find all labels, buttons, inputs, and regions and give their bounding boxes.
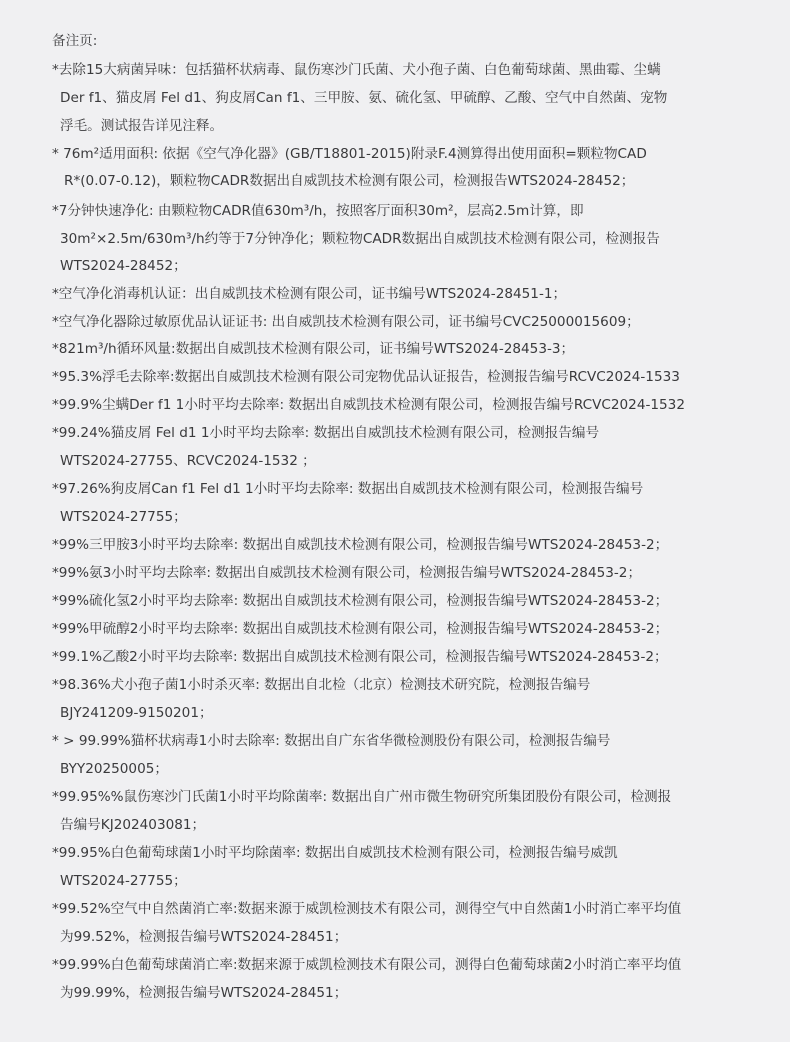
note-item: *空气净化器除过敏原优品认证证书: 出自威凯技术检测有限公司，证书编号CVC25000015609；	[52, 314, 640, 330]
note-line: 浮毛。测试报告详见注释。	[60, 118, 224, 134]
note-line: *7分钟快速净化: 由颗粒物CADR值630m³/h，按照客厅面积30m²，层高2.5m计算，即	[52, 203, 584, 219]
note-line: 为99.99%，检测报告编号WTS2024-28451；	[60, 985, 348, 1001]
note-line: R*(0.07-0.12)，颗粒物CADR数据出自威凯技术检测有限公司，检测报告WTS2024-28452；	[64, 173, 635, 189]
note-line: 告编号KJ202403081；	[60, 817, 206, 833]
note-item: *99.1%乙酸2小时平均去除率: 数据出自威凯技术检测有限公司，检测报告编号WTS2024-28453-2；	[52, 649, 668, 665]
note-line: 为99.52%，检测报告编号WTS2024-28451；	[60, 929, 348, 945]
note-line: *99.95%%鼠伤寒沙门氏菌1小时平均除菌率: 数据出自广州市微生物研究所集团股份有限公司，检测报	[52, 789, 672, 805]
note-item: *99%氨3小时平均去除率: 数据出自威凯技术检测有限公司，检测报告编号WTS2024-28453-2；	[52, 565, 642, 581]
note-line: * 76m²适用面积: 依据《空气净化器》(GB/T18801-2015)附录F.4测算得出使用面积=颗粒物CAD	[52, 146, 647, 162]
note-item: *821m³/h循环风量:数据出自威凯技术检测有限公司，证书编号WTS2024-28453-3；	[52, 341, 575, 357]
note-item: *95.3%浮毛去除率:数据出自威凯技术检测有限公司宠物优品认证报告，检测报告编号RCVC2024-1533	[52, 369, 680, 385]
note-line: WTS2024-27755；	[60, 873, 187, 889]
note-line: * > 99.99%猫杯状病毒1小时去除率: 数据出自广东省华微检测股份有限公司，检测报告编号	[52, 733, 611, 749]
note-line: *99.52%空气中自然菌消亡率:数据来源于威凯检测技术有限公司，测得空气中自然菌1小时消亡率平均值	[52, 901, 682, 917]
note-item: *空气净化消毒机认证：出自威凯技术检测有限公司，证书编号WTS2024-28451-1；	[52, 286, 567, 302]
note-line: BJY241209-9150201；	[60, 705, 213, 721]
note-item: *99%三甲胺3小时平均去除率: 数据出自威凯技术检测有限公司，检测报告编号WTS2024-28453-2；	[52, 537, 669, 553]
note-line: WTS2024-27755、RCVC2024-1532 ；	[60, 453, 316, 469]
note-line: *99.24%猫皮屑 Fel d1 1小时平均去除率: 数据出自威凯技术检测有限公司，检测报告编号	[52, 425, 600, 441]
note-line: *99.99%白色葡萄球菌消亡率:数据来源于威凯检测技术有限公司，测得白色葡萄球菌2小时消亡率平均值	[52, 957, 682, 973]
note-line: WTS2024-28452；	[60, 258, 187, 274]
note-line: *去除15大病菌异味：包括猫杯状病毒、鼠伤寒沙门氏菌、犬小孢子菌、白色葡萄球菌、黑曲霉、尘螨	[52, 62, 661, 78]
note-line: *99.95%白色葡萄球菌1小时平均除菌率: 数据出自威凯技术检测有限公司，检测报告编号威凯	[52, 845, 618, 861]
note-line: Der f1、猫皮屑 Fel d1、狗皮屑Can f1、三甲胺、氨、硫化氢、甲硫醇、乙酸、空气中自然菌、宠物	[60, 90, 668, 106]
page-title: 备注页:	[52, 33, 98, 49]
note-line: 30m²×2.5m/630m³/h约等于7分钟净化；颗粒物CADR数据出自威凯技术检测有限公司，检测报告	[60, 231, 660, 247]
note-line: *97.26%狗皮屑Can f1 Fel d1 1小时平均去除率: 数据出自威凯技术检测有限公司，检测报告编号	[52, 481, 644, 497]
note-item: *99%甲硫醇2小时平均去除率: 数据出自威凯技术检测有限公司，检测报告编号WTS2024-28453-2；	[52, 621, 669, 637]
note-line: BYY20250005；	[60, 761, 168, 777]
note-item: *99%硫化氢2小时平均去除率: 数据出自威凯技术检测有限公司，检测报告编号WTS2024-28453-2；	[52, 593, 669, 609]
note-item: *99.9%尘螨Der f1 1小时平均去除率: 数据出自威凯技术检测有限公司，检测报告编号RCVC2024-1532	[52, 397, 685, 413]
note-line: WTS2024-27755；	[60, 509, 187, 525]
note-line: *98.36%犬小孢子菌1小时杀灭率: 数据出自北检（北京）检测技术研究院，检测报告编号	[52, 677, 591, 693]
